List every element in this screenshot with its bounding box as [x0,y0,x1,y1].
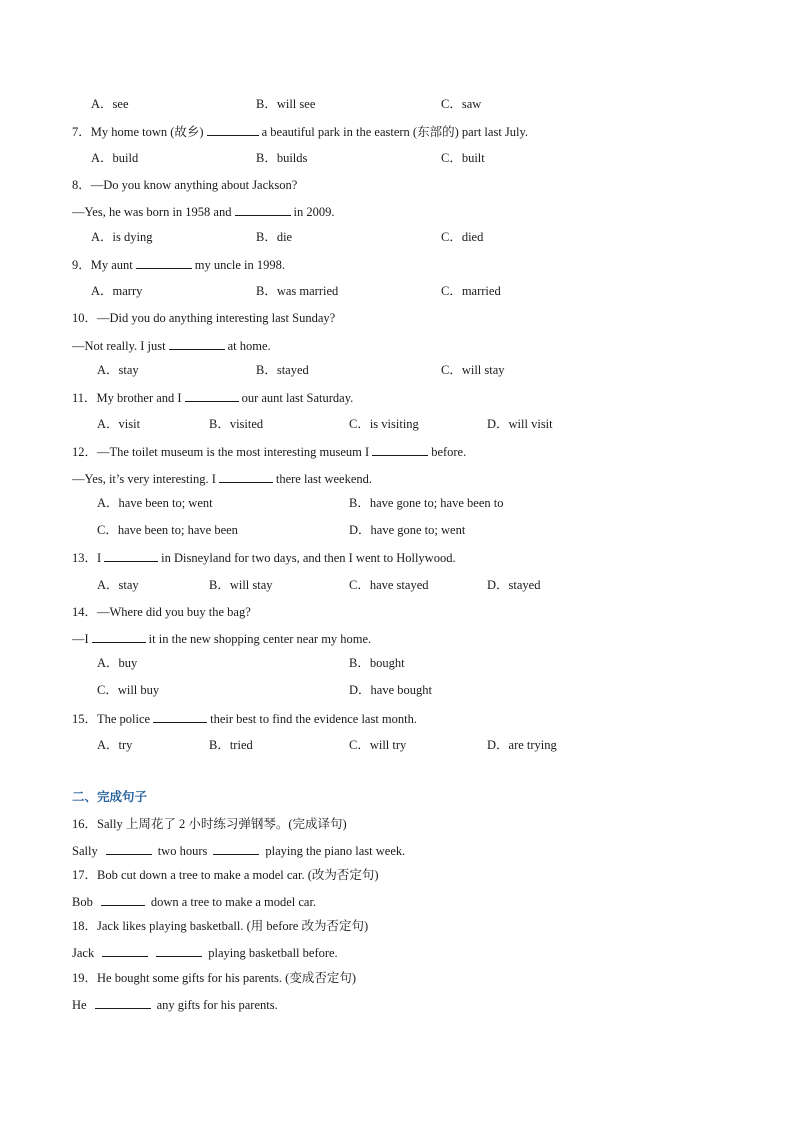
question-text: 7．My home town (故乡) [72,125,204,139]
option-b: B．builds [256,151,308,165]
option-a: A．try [97,738,133,752]
question-14: 14．—Where did you buy the bag? [72,605,251,619]
option-b: B．tried [209,738,253,752]
question-text: it in the new shopping center near my home. [148,632,372,646]
question-8-reply [72,203,334,220]
option-d: D．are trying [487,738,557,752]
answer-blank [102,944,148,957]
question-16: 16．Sally 上周花了 2 小时练习弹钢琴。(完成译句) [72,817,347,831]
question-8: 8．—Do you know anything about Jackson? [72,178,298,192]
answer-blank [219,470,273,483]
sentence-text: any gifts for his parents. [156,998,278,1012]
question-14-reply [72,630,371,647]
answer-blank [213,842,259,855]
option-c: C．died [441,230,484,244]
option-a: A．marry [91,284,143,298]
answer-blank [106,842,152,855]
question-text: 15．The police [72,712,151,726]
sentence-text: playing the piano last week. [265,844,406,858]
sentence-text: Bob [72,895,93,909]
question-19: 19．He bought some gifts for his parents. (变成否定句) [72,971,356,985]
section-title: 二、完成句子 [72,789,148,804]
question-12-reply [72,470,372,487]
option-b: B．will stay [209,578,273,592]
question-15 [72,710,417,727]
answer-blank [153,710,207,723]
answer-blank [235,203,291,216]
question-7 [72,123,528,140]
option-a: A．visit [97,417,141,431]
sentence-text: two hours [157,844,208,858]
option-c: C．have been to; have been [97,523,238,537]
answer-blank [136,256,192,269]
question-text: —Yes, it’s very interesting. I [72,472,216,486]
question-10-reply [72,337,271,354]
answer-blank [169,337,225,350]
question-text: their best to find the evidence last month. [210,712,418,726]
question-text: 13．I [72,551,102,565]
option-c: C．married [441,284,501,298]
question-text: our aunt last Saturday. [241,391,354,405]
option-c: C．will stay [441,363,505,377]
question-text: 11．My brother and I [72,391,182,405]
option-c: C．will try [349,738,407,752]
answer-blank [95,996,151,1009]
question-text: —Yes, he was born in 1958 and [72,205,232,219]
option-a: A．buy [97,656,138,670]
option-b: B．bought [349,656,405,670]
question-17: 17．Bob cut down a tree to make a model car. (改为否定句) [72,868,379,882]
option-b: B．have gone to; have been to [349,496,504,510]
question-9 [72,256,285,273]
answer-blank [101,893,145,906]
question-text: a beautiful park in the eastern (东部的) part last July. [261,125,529,139]
option-a: A．build [91,151,139,165]
option-a: A．is dying [91,230,153,244]
question-text: —Not really. I just [72,339,166,353]
option-b: B．visited [209,417,264,431]
option-c: C．have stayed [349,578,429,592]
option-c: C．is visiting [349,417,419,431]
question-12 [72,443,466,460]
answer-blank [156,944,202,957]
question-10: 10．—Did you do anything interesting last Sunday? [72,311,336,325]
sentence-text: down a tree to make a model car. [150,895,317,909]
question-11 [72,389,353,406]
answer-blank [185,389,239,402]
option-d: D．stayed [487,578,541,592]
option-c: C．will buy [97,683,160,697]
question-18: 18．Jack likes playing basketball. (用 before 改为否定句) [72,919,369,933]
option-c: C．built [441,151,485,165]
option-d: D．will visit [487,417,553,431]
option-b: B．die [256,230,293,244]
option-b: B．stayed [256,363,309,377]
question-text: there last weekend. [275,472,373,486]
option-d: D．have gone to; went [349,523,466,537]
question-text: 12．—The toilet museum is the most interesting museum I [72,445,370,459]
sentence-text: Sally [72,844,98,858]
option-b: B．will see [256,97,316,111]
question-text: before. [431,445,467,459]
answer-blank [92,630,146,643]
answer-blank [372,443,428,456]
option-a: A．have been to; went [97,496,213,510]
answer-blank [104,549,158,562]
question-text: at home. [227,339,271,353]
option-b: B．was married [256,284,339,298]
answer-blank [207,123,259,136]
sentence-text: He [72,998,87,1012]
option-a: A．stay [97,578,139,592]
option-a: A．stay [97,363,139,377]
question-17-answer [72,893,316,910]
sentence-text: Jack [72,946,95,960]
question-text: in Disneyland for two days, and then I went to Hollywood. [161,551,456,565]
question-text: in 2009. [293,205,335,219]
question-16-answer [72,842,405,859]
option-c: C．saw [441,97,482,111]
option-d: D．have bought [349,683,432,697]
question-text: my uncle in 1998. [194,258,286,272]
question-text: 9．My aunt [72,258,133,272]
option-a: A．see [91,97,129,111]
sentence-text: playing basketball before. [208,946,338,960]
question-18-answer [72,944,338,961]
question-13 [72,549,456,566]
question-text: —I [72,632,89,646]
question-19-answer [72,996,278,1013]
